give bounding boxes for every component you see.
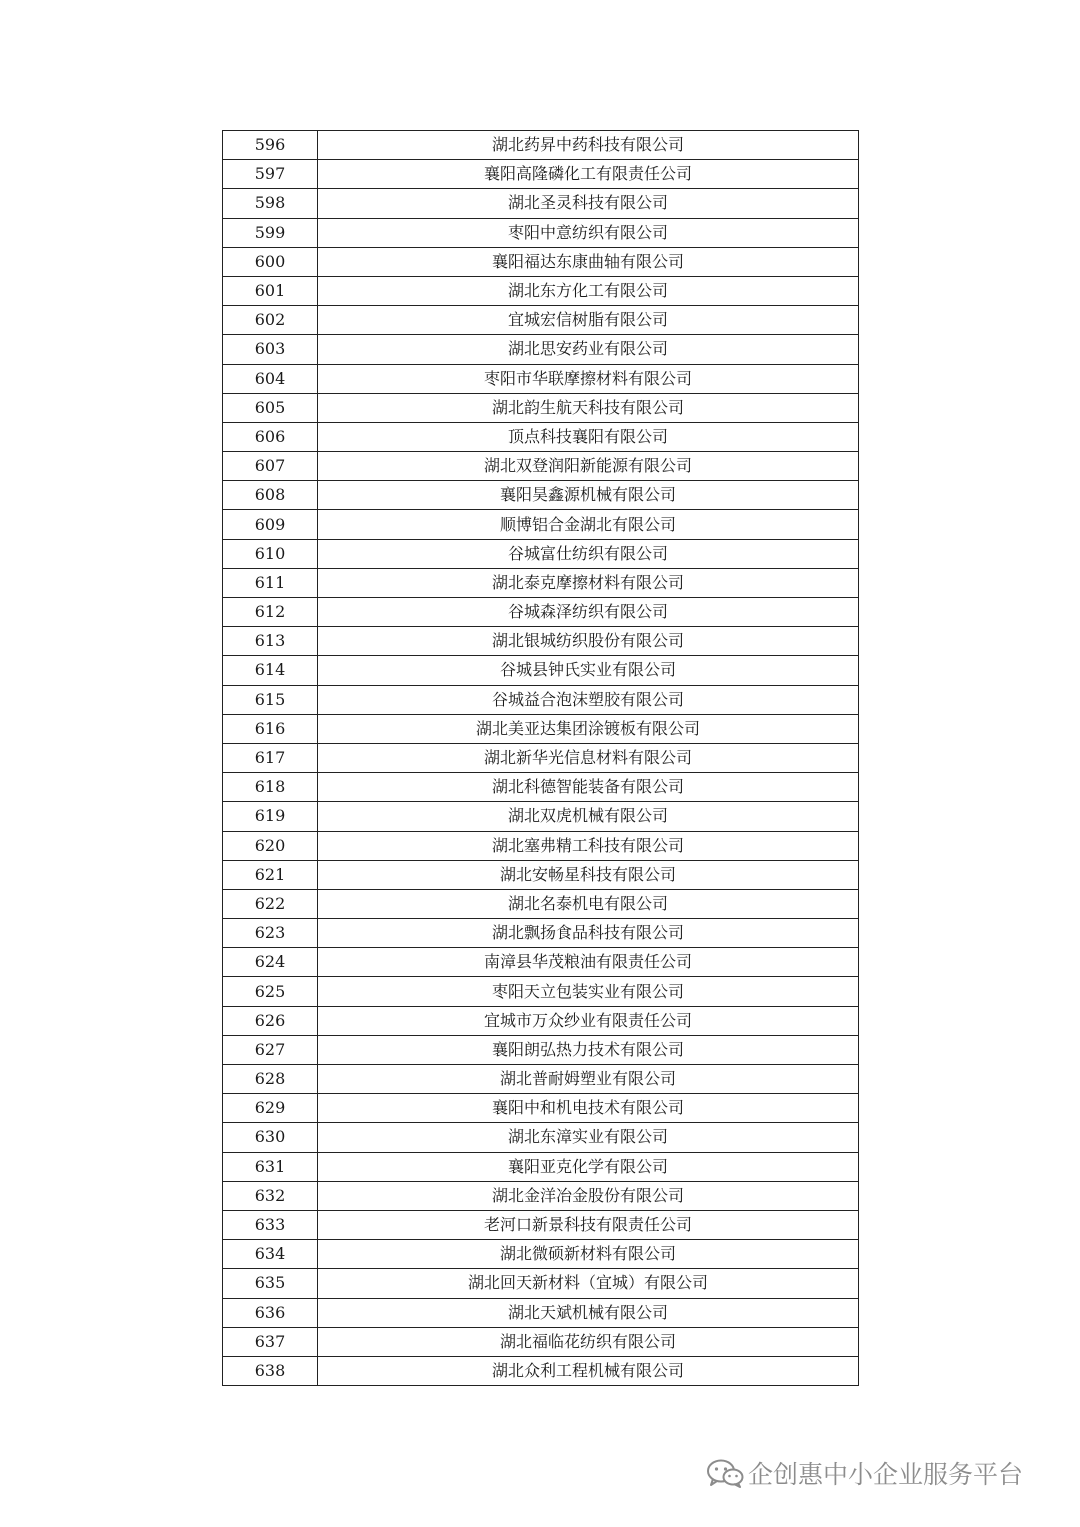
table-row bbox=[223, 276, 859, 305]
row-number-cell: 607 bbox=[223, 452, 318, 481]
table-row bbox=[223, 393, 859, 422]
table-row bbox=[223, 481, 859, 510]
table-row bbox=[223, 1006, 859, 1035]
row-number-cell: 617 bbox=[223, 743, 318, 772]
row-number-cell: 610 bbox=[223, 539, 318, 568]
table-row bbox=[223, 1123, 859, 1152]
row-number-cell: 625 bbox=[223, 977, 318, 1006]
wechat-icon bbox=[706, 1458, 744, 1488]
company-name-cell: 湖北回天新材料（宜城）有限公司 bbox=[318, 1269, 859, 1298]
table-row bbox=[223, 364, 859, 393]
table-row bbox=[223, 247, 859, 276]
row-number-cell: 620 bbox=[223, 831, 318, 860]
row-number-cell: 631 bbox=[223, 1152, 318, 1181]
row-number-cell: 613 bbox=[223, 627, 318, 656]
row-number-cell: 624 bbox=[223, 948, 318, 977]
company-name-cell: 湖北科德智能装备有限公司 bbox=[318, 773, 859, 802]
company-name-cell: 襄阳中和机电技术有限公司 bbox=[318, 1094, 859, 1123]
company-name-cell: 老河口新景科技有限责任公司 bbox=[318, 1210, 859, 1239]
row-number-cell: 621 bbox=[223, 860, 318, 889]
company-name-cell: 湖北金洋冶金股份有限公司 bbox=[318, 1181, 859, 1210]
company-name-cell: 湖北圣灵科技有限公司 bbox=[318, 189, 859, 218]
row-number-cell: 614 bbox=[223, 656, 318, 685]
row-number-cell: 612 bbox=[223, 598, 318, 627]
company-name-cell: 湖北众利工程机械有限公司 bbox=[318, 1356, 859, 1385]
row-number-cell: 638 bbox=[223, 1356, 318, 1385]
table-row bbox=[223, 160, 859, 189]
row-number-cell: 605 bbox=[223, 393, 318, 422]
table-row bbox=[223, 539, 859, 568]
row-number-cell: 598 bbox=[223, 189, 318, 218]
watermark-text: 企创惠中小企业服务平台 bbox=[748, 1460, 1024, 1489]
row-number-cell: 608 bbox=[223, 481, 318, 510]
table-row bbox=[223, 919, 859, 948]
row-number-cell: 599 bbox=[223, 218, 318, 247]
company-name-cell: 湖北飘扬食品科技有限公司 bbox=[318, 919, 859, 948]
row-number-cell: 637 bbox=[223, 1327, 318, 1356]
row-number-cell: 636 bbox=[223, 1298, 318, 1327]
table-row bbox=[223, 1298, 859, 1327]
company-list-body bbox=[223, 131, 859, 1386]
table-row bbox=[223, 656, 859, 685]
row-number-cell: 603 bbox=[223, 335, 318, 364]
company-name-cell: 湖北安畅星科技有限公司 bbox=[318, 860, 859, 889]
company-list-table bbox=[222, 130, 859, 1386]
row-number-cell: 628 bbox=[223, 1065, 318, 1094]
table-row bbox=[223, 773, 859, 802]
table-row bbox=[223, 1240, 859, 1269]
watermark bbox=[706, 1457, 1023, 1489]
table-row bbox=[223, 422, 859, 451]
company-name-cell: 湖北双虎机械有限公司 bbox=[318, 802, 859, 831]
table-row bbox=[223, 598, 859, 627]
company-name-cell: 湖北双登润阳新能源有限公司 bbox=[318, 452, 859, 481]
company-name-cell: 宜城宏信树脂有限公司 bbox=[318, 306, 859, 335]
company-name-cell: 谷城富仕纺织有限公司 bbox=[318, 539, 859, 568]
row-number-cell: 633 bbox=[223, 1210, 318, 1239]
row-number-cell: 629 bbox=[223, 1094, 318, 1123]
row-number-cell: 623 bbox=[223, 919, 318, 948]
company-name-cell: 湖北名泰机电有限公司 bbox=[318, 889, 859, 918]
company-name-cell: 襄阳亚克化学有限公司 bbox=[318, 1152, 859, 1181]
company-name-cell: 湖北东方化工有限公司 bbox=[318, 276, 859, 305]
row-number-cell: 601 bbox=[223, 276, 318, 305]
table-row bbox=[223, 627, 859, 656]
row-number-cell: 609 bbox=[223, 510, 318, 539]
table-row bbox=[223, 977, 859, 1006]
company-name-cell: 谷城县钟氏实业有限公司 bbox=[318, 656, 859, 685]
table-row bbox=[223, 860, 859, 889]
table-row bbox=[223, 306, 859, 335]
row-number-cell: 627 bbox=[223, 1035, 318, 1064]
company-name-cell: 襄阳昊鑫源机械有限公司 bbox=[318, 481, 859, 510]
company-name-cell: 湖北思安药业有限公司 bbox=[318, 335, 859, 364]
row-number-cell: 596 bbox=[223, 131, 318, 160]
table-row bbox=[223, 1327, 859, 1356]
table-row bbox=[223, 948, 859, 977]
company-name-cell: 枣阳市华联摩擦材料有限公司 bbox=[318, 364, 859, 393]
table-row bbox=[223, 743, 859, 772]
table-row bbox=[223, 1356, 859, 1385]
row-number-cell: 632 bbox=[223, 1181, 318, 1210]
row-number-cell: 616 bbox=[223, 714, 318, 743]
company-name-cell: 湖北天斌机械有限公司 bbox=[318, 1298, 859, 1327]
table-row bbox=[223, 568, 859, 597]
row-number-cell: 600 bbox=[223, 247, 318, 276]
table-row bbox=[223, 335, 859, 364]
table-row bbox=[223, 685, 859, 714]
company-name-cell: 顶点科技襄阳有限公司 bbox=[318, 422, 859, 451]
company-name-cell: 枣阳中意纺织有限公司 bbox=[318, 218, 859, 247]
company-name-cell: 湖北普耐姆塑业有限公司 bbox=[318, 1065, 859, 1094]
table-row bbox=[223, 218, 859, 247]
company-name-cell: 湖北药昇中药科技有限公司 bbox=[318, 131, 859, 160]
row-number-cell: 618 bbox=[223, 773, 318, 802]
table-row bbox=[223, 1152, 859, 1181]
company-name-cell: 顺博铝合金湖北有限公司 bbox=[318, 510, 859, 539]
company-name-cell: 湖北福临花纺织有限公司 bbox=[318, 1327, 859, 1356]
company-name-cell: 湖北韵生航天科技有限公司 bbox=[318, 393, 859, 422]
company-name-cell: 襄阳高隆磷化工有限责任公司 bbox=[318, 160, 859, 189]
table-row bbox=[223, 1181, 859, 1210]
row-number-cell: 602 bbox=[223, 306, 318, 335]
table-row bbox=[223, 889, 859, 918]
table-row bbox=[223, 510, 859, 539]
company-name-cell: 湖北塞弗精工科技有限公司 bbox=[318, 831, 859, 860]
company-name-cell: 湖北银城纺织股份有限公司 bbox=[318, 627, 859, 656]
row-number-cell: 597 bbox=[223, 160, 318, 189]
table-row bbox=[223, 1065, 859, 1094]
table-row bbox=[223, 131, 859, 160]
table-row bbox=[223, 1210, 859, 1239]
row-number-cell: 615 bbox=[223, 685, 318, 714]
row-number-cell: 626 bbox=[223, 1006, 318, 1035]
row-number-cell: 604 bbox=[223, 364, 318, 393]
company-name-cell: 襄阳福达东康曲轴有限公司 bbox=[318, 247, 859, 276]
company-name-cell: 南漳县华茂粮油有限责任公司 bbox=[318, 948, 859, 977]
company-name-cell: 湖北微硕新材料有限公司 bbox=[318, 1240, 859, 1269]
table-row bbox=[223, 1269, 859, 1298]
row-number-cell: 611 bbox=[223, 568, 318, 597]
company-name-cell: 湖北新华光信息材料有限公司 bbox=[318, 743, 859, 772]
table-row bbox=[223, 1094, 859, 1123]
row-number-cell: 635 bbox=[223, 1269, 318, 1298]
company-name-cell: 谷城森泽纺织有限公司 bbox=[318, 598, 859, 627]
company-name-cell: 襄阳朗弘热力技术有限公司 bbox=[318, 1035, 859, 1064]
company-name-cell: 宜城市万众纱业有限责任公司 bbox=[318, 1006, 859, 1035]
row-number-cell: 634 bbox=[223, 1240, 318, 1269]
company-name-cell: 枣阳天立包装实业有限公司 bbox=[318, 977, 859, 1006]
company-name-cell: 湖北东漳实业有限公司 bbox=[318, 1123, 859, 1152]
company-name-cell: 谷城益合泡沫塑胶有限公司 bbox=[318, 685, 859, 714]
table-row bbox=[223, 452, 859, 481]
row-number-cell: 630 bbox=[223, 1123, 318, 1152]
row-number-cell: 619 bbox=[223, 802, 318, 831]
company-name-cell: 湖北美亚达集团涂镀板有限公司 bbox=[318, 714, 859, 743]
company-name-cell: 湖北泰克摩擦材料有限公司 bbox=[318, 568, 859, 597]
table-row bbox=[223, 831, 859, 860]
table-row bbox=[223, 714, 859, 743]
row-number-cell: 606 bbox=[223, 422, 318, 451]
table-row bbox=[223, 802, 859, 831]
table-row bbox=[223, 189, 859, 218]
table-row bbox=[223, 1035, 859, 1064]
row-number-cell: 622 bbox=[223, 889, 318, 918]
